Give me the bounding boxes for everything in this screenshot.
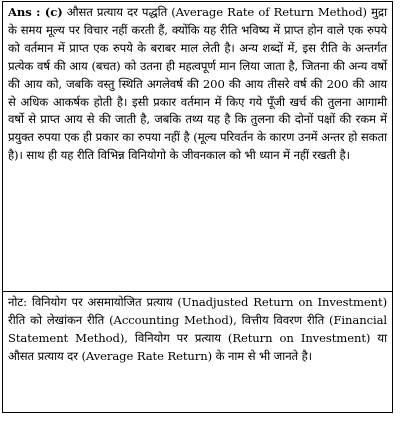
answer-paragraph xyxy=(3,2,392,165)
note-section xyxy=(3,291,392,415)
answer-box xyxy=(2,1,393,413)
answer-text: औसत प्रत्याय दर पद्धति (Average Rate of Return Method) मुद्रा के समय मूल्य पर विचार नहीं करती हैं, क्योंकि यह रीति भविष्य में प्राप्त होन वाले एक रुपये को वर्तमान में प्राप्त एक रुपये के बराबर माल लेती है। अन्य शब्दों में, इस रीति के अन्तर्गत प्रत्येक वर्ष की आय (बचत) को उतना ही महत्वपूर्ण मान लिया जाता है, जितना की अन्य वर्षो की आय को, जबकि वस्तु स्थिति अगलेवर्ष की 200 की आय तीसरे वर्ष की 200 की आय से अधिक आकर्षक होती है। इसी प्रकार वर्तमान में किए गये पूँजी खर्च की तुलना आगामी वर्षो से प्राप्त आय से की जाती है, जबकि तथ्य यह है कि तुलना की दोनों पक्षों की रकम में प्रयुक्त रुपया एक ही प्रकार का रुपया नहीं है (मूल्य परिवर्तन के कारण उनमें अन्तर हो सकता है)। साथ ही यह रीति विभिन्न विनियोगो के जीवनकाल को भी ध्यान में नहीं रखती है। xyxy=(8,5,387,163)
note-text: नोट: विनियोग पर असमायोजित प्रत्याय (Unadjusted Return on Investment) रीति को लेखांकन रीति (Accounting Method), वित्तीय विवरण रीति (Financial Statement Method), विनियोग पर प्रत्याय (Return on Investment) या औसत प्रत्याय दर (Average Rate Return) के नाम से भी जानते है। xyxy=(8,295,387,363)
answer-label: Ans : (c) xyxy=(8,5,63,19)
answer-section xyxy=(3,2,392,291)
note-paragraph xyxy=(3,292,392,366)
